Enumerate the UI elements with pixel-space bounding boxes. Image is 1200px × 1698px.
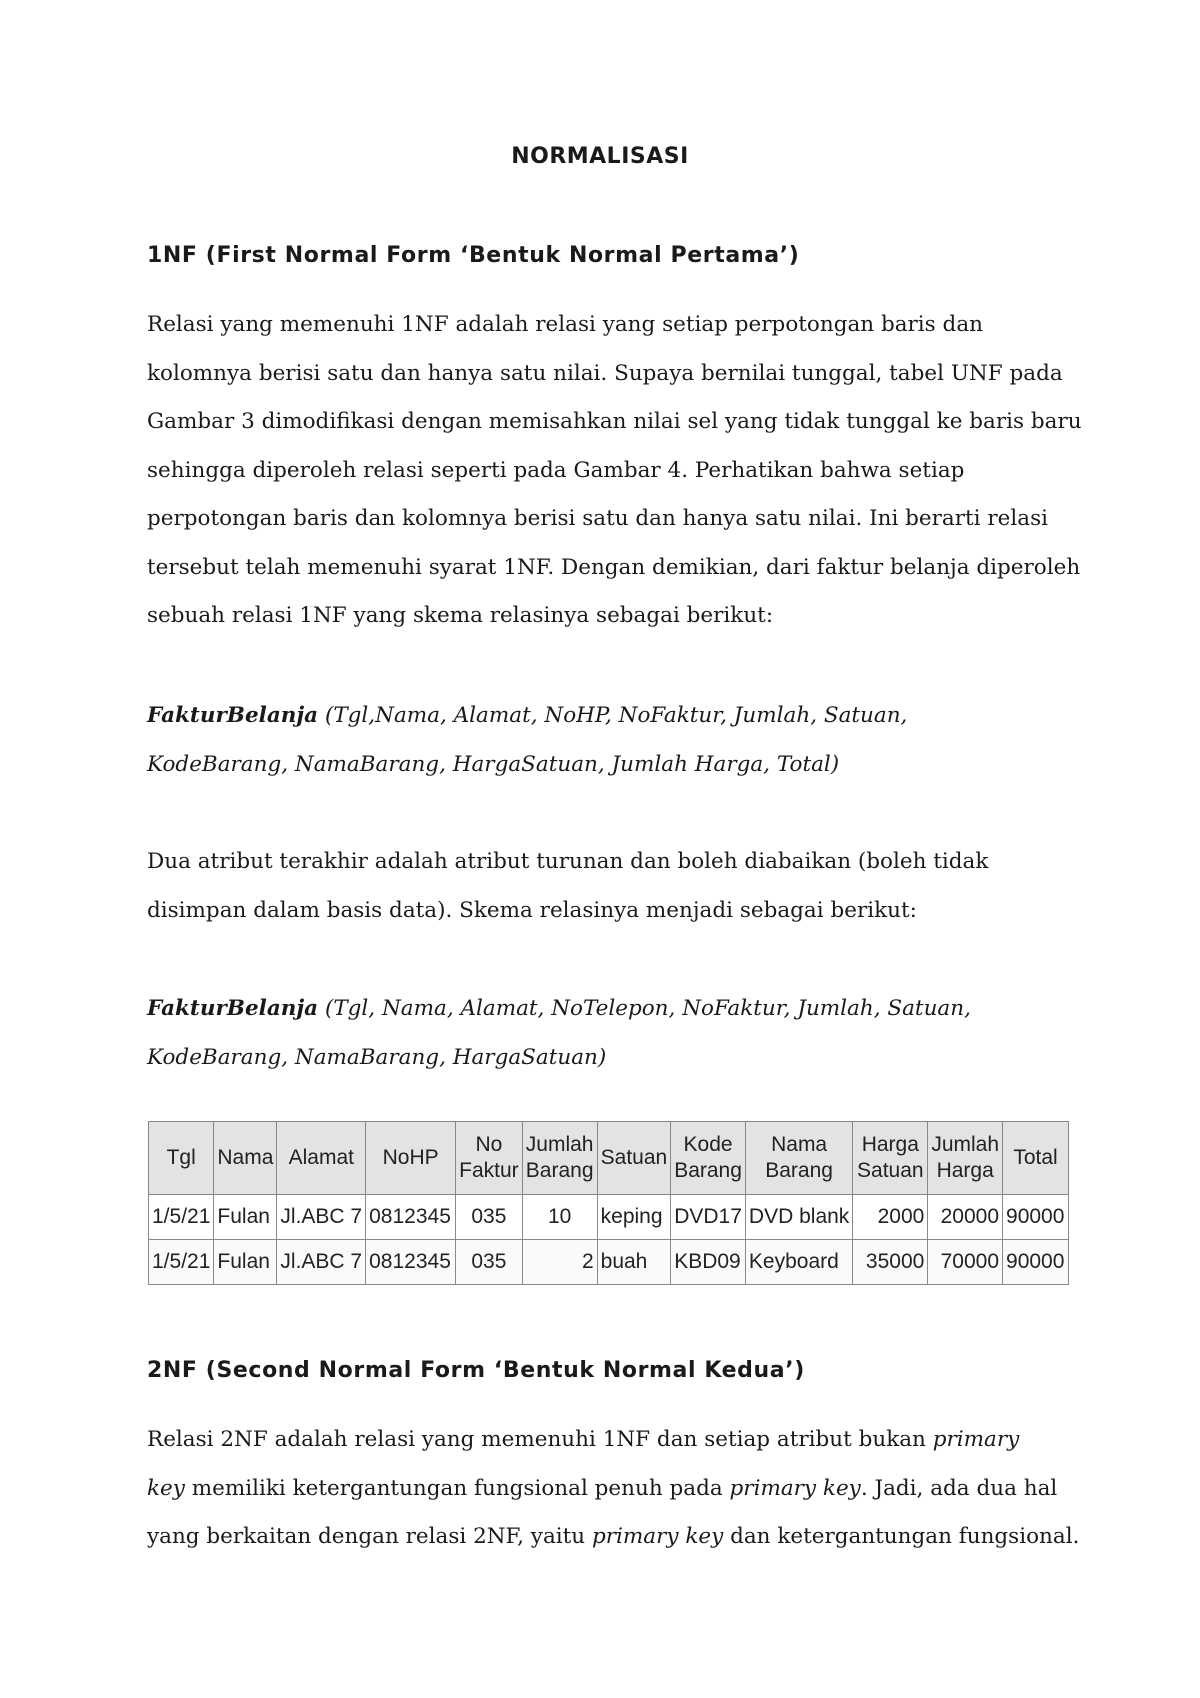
cell-kode-barang: KBD09 [671,1240,746,1285]
table-header-row [149,1122,1069,1195]
cell-total: 90000 [1003,1240,1069,1285]
cell-alamat: Jl.ABC 7 [277,1240,366,1285]
column-header-nama-barang: Nama Barang [745,1122,852,1195]
column-header-harga-satuan: Harga Satuan [853,1122,928,1195]
column-header-kode-barang: Kode Barang [671,1122,746,1195]
cell-jumlah-barang: 2 [522,1240,597,1285]
table-row [149,1240,1069,1285]
paragraph-line: kolomnya berisi satu dan hanya satu nilai. Supaya bernilai tunggal, tabel UNF pada [147,360,1063,386]
relation-name: FakturBelanja [147,996,319,1021]
cell-nohp: 0812345 [366,1240,456,1285]
cell-jumlah-harga: 20000 [928,1195,1003,1240]
paragraph-line: Relasi 2NF adalah relasi yang memenuhi 1NF dan setiap atribut bukan primary [147,1427,1020,1452]
column-header-jumlah-harga: Jumlah Harga [928,1122,1003,1195]
schema-attributes: (Tgl, Nama, Alamat, NoTelepon, NoFaktur, Jumlah, Satuan, [318,996,971,1021]
emphasis-term: primary key [591,1524,724,1549]
column-header-alamat: Alamat [277,1122,366,1195]
paragraph-line: perpotongan baris dan kolomnya berisi satu dan hanya satu nilai. Ini berarti relasi [147,506,1048,531]
paragraph-line: Gambar 3 dimodifikasi dengan memisahkan nilai sel yang tidak tunggal ke baris baru [147,409,1082,434]
page-title: NORMALISASI [511,144,689,169]
cell-satuan: buah [597,1240,671,1285]
column-header-nohp: NoHP [366,1122,456,1195]
cell-nama: Fulan [214,1195,277,1240]
column-header-nama: Nama [214,1122,277,1195]
emphasis-term: key [147,1475,185,1501]
paragraph-line: Dua atribut terakhir adalah atribut turunan dan boleh diabaikan (boleh tidak [147,849,989,874]
cell-harga-satuan: 2000 [853,1195,928,1240]
emphasis-term: primary [932,1427,1020,1452]
cell-harga-satuan: 35000 [853,1240,928,1285]
column-header-jumlah-barang: Jumlah Barang [522,1122,597,1195]
column-header-total: Total [1003,1122,1069,1195]
paragraph-line: tersebut telah memenuhi syarat 1NF. Dengan demikian, dari faktur belanja diperoleh [147,554,1081,580]
section-2nf-heading: 2NF (Second Normal Form ‘Bentuk Normal Kedua’) [147,1358,805,1383]
paragraph-line: sebuah relasi 1NF yang skema relasinya sebagai berikut: [147,603,774,628]
paragraph-line: sehingga diperoleh relasi seperti pada Gambar 4. Perhatikan bahwa setiap [147,457,965,483]
schema-attributes: (Tgl,Nama, Alamat, NoHP, NoFaktur, Jumlah, Satuan, [318,703,908,728]
column-header-tgl: Tgl [149,1122,214,1195]
cell-no-faktur: 035 [456,1195,523,1240]
cell-nohp: 0812345 [366,1195,456,1240]
paragraph-line: disimpan dalam basis data). Skema relasinya menjadi sebagai berikut: [147,897,917,923]
cell-tgl: 1/5/21 [149,1240,214,1285]
section-1nf-heading: 1NF (First Normal Form ‘Bentuk Normal Pertama’) [147,243,800,268]
cell-nama: Fulan [214,1240,277,1285]
section-1nf-paragraph [147,301,1082,641]
column-header-satuan: Satuan [597,1122,671,1195]
cell-no-faktur: 035 [456,1240,523,1285]
cell-satuan: keping [597,1195,671,1240]
relation-name: FakturBelanja [147,703,319,728]
cell-kode-barang: DVD17 [671,1195,746,1240]
schema-line: KodeBarang, NamaBarang, HargaSatuan, Jumlah Harga, Total) [147,751,840,777]
cell-alamat: Jl.ABC 7 [277,1195,366,1240]
section-2nf-paragraph [147,1416,1080,1562]
faktur-belanja-1nf-table [148,1121,1069,1285]
cell-nama-barang: DVD blank [745,1195,852,1240]
schema-line: KodeBarang, NamaBarang, HargaSatuan) [147,1044,607,1070]
schema-line [147,985,1067,1034]
relation-schema-full [147,692,1067,789]
cell-jumlah-barang: 10 [522,1195,597,1240]
derived-attributes-paragraph [147,838,1067,935]
paragraph-line: Relasi yang memenuhi 1NF adalah relasi yang setiap perpotongan baris dan [147,312,983,337]
table-row [149,1195,1069,1240]
relation-schema-reduced [147,985,1067,1082]
schema-line [147,692,1067,741]
cell-tgl: 1/5/21 [149,1195,214,1240]
cell-jumlah-harga: 70000 [928,1240,1003,1285]
emphasis-term: primary key [729,1475,861,1501]
cell-nama-barang: Keyboard [745,1240,852,1285]
paragraph-line: yang berkaitan dengan relasi 2NF, yaitu primary key dan ketergantungan fungsional. [147,1524,1080,1549]
paragraph-line: key memiliki ketergantungan fungsional penuh pada primary key. Jadi, ada dua hal [147,1475,1058,1501]
column-header-no-faktur: No Faktur [456,1122,523,1195]
cell-total: 90000 [1003,1195,1069,1240]
